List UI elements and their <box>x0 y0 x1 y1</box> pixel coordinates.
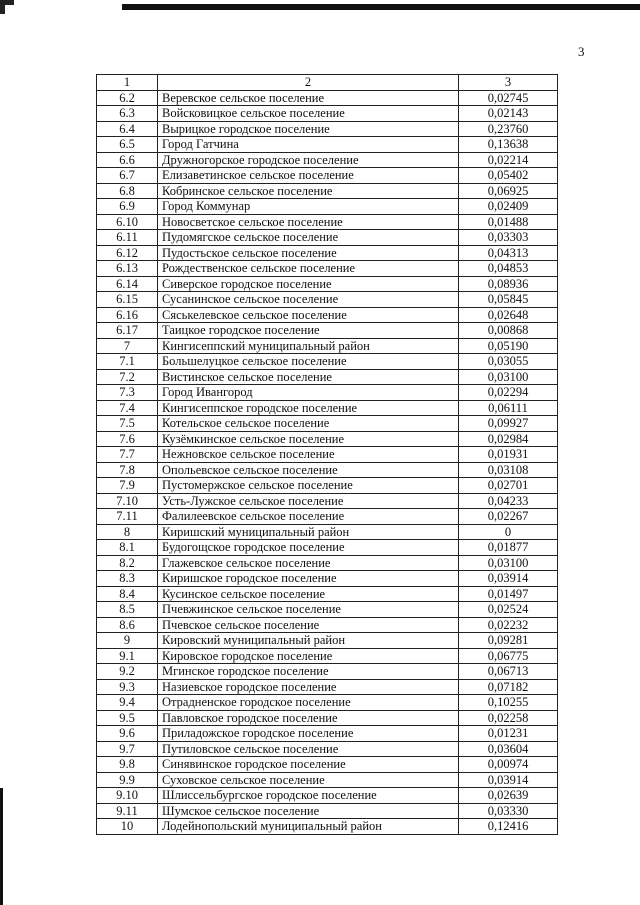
row-value: 0,02745 <box>459 90 558 106</box>
row-name: Киришский муниципальный район <box>158 524 459 540</box>
table-row <box>97 509 558 525</box>
row-name: Котельское сельское поселение <box>158 416 459 432</box>
row-name: Павловское городское поселение <box>158 710 459 726</box>
table-row <box>97 416 558 432</box>
table-row <box>97 152 558 168</box>
table-row <box>97 369 558 385</box>
row-number: 9 <box>97 633 158 649</box>
table-row <box>97 710 558 726</box>
row-name: Войсковицкое сельское поселение <box>158 106 459 122</box>
row-name: Кобринское сельское поселение <box>158 183 459 199</box>
table-row <box>97 106 558 122</box>
row-name: Усть-Лужское сельское поселение <box>158 493 459 509</box>
row-number: 6.12 <box>97 245 158 261</box>
table-row <box>97 276 558 292</box>
table-row <box>97 571 558 587</box>
row-number: 7 <box>97 338 158 354</box>
row-name: Глажевское сельское поселение <box>158 555 459 571</box>
row-value: 0,12416 <box>459 819 558 835</box>
row-number: 7.1 <box>97 354 158 370</box>
row-value: 0,02294 <box>459 385 558 401</box>
row-value: 0,09281 <box>459 633 558 649</box>
row-name: Вырицкое городское поселение <box>158 121 459 137</box>
table-row <box>97 757 558 773</box>
row-value: 0,06713 <box>459 664 558 680</box>
table-row <box>97 602 558 618</box>
table-row <box>97 323 558 339</box>
row-number: 6.13 <box>97 261 158 277</box>
row-name: Суховское сельское поселение <box>158 772 459 788</box>
row-number: 9.6 <box>97 726 158 742</box>
table-row <box>97 664 558 680</box>
row-number: 7.8 <box>97 462 158 478</box>
row-number: 6.6 <box>97 152 158 168</box>
table-row <box>97 679 558 695</box>
row-value: 0,03108 <box>459 462 558 478</box>
row-number: 7.3 <box>97 385 158 401</box>
row-name: Кингисеппское городское поселение <box>158 400 459 416</box>
column-header: 1 <box>97 75 158 91</box>
row-value: 0,02524 <box>459 602 558 618</box>
table-row <box>97 307 558 323</box>
table-row <box>97 199 558 215</box>
row-value: 0,03055 <box>459 354 558 370</box>
row-name: Путиловское сельское поселение <box>158 741 459 757</box>
row-name: Кировский муниципальный район <box>158 633 459 649</box>
row-name: Лодейнопольский муниципальный район <box>158 819 459 835</box>
table-row <box>97 230 558 246</box>
row-value: 0,02258 <box>459 710 558 726</box>
row-value: 0,05845 <box>459 292 558 308</box>
row-name: Веревское сельское поселение <box>158 90 459 106</box>
row-number: 9.10 <box>97 788 158 804</box>
scan-left-bar <box>0 788 3 905</box>
row-value: 0,23760 <box>459 121 558 137</box>
row-number: 9.5 <box>97 710 158 726</box>
row-name: Приладожское городское поселение <box>158 726 459 742</box>
row-value: 0,00974 <box>459 757 558 773</box>
row-name: Дружногорское городское поселение <box>158 152 459 168</box>
table-row <box>97 478 558 494</box>
row-value: 0,09927 <box>459 416 558 432</box>
row-number: 6.17 <box>97 323 158 339</box>
row-number: 6.14 <box>97 276 158 292</box>
row-value: 0,02143 <box>459 106 558 122</box>
row-name: Назиевское городское поселение <box>158 679 459 695</box>
row-name: Город Гатчина <box>158 137 459 153</box>
row-name: Сиверское городское поселение <box>158 276 459 292</box>
table-row <box>97 493 558 509</box>
row-number: 7.11 <box>97 509 158 525</box>
table-row <box>97 137 558 153</box>
row-name: Таицкое городское поселение <box>158 323 459 339</box>
row-number: 8.4 <box>97 586 158 602</box>
row-name: Новосветское сельское поселение <box>158 214 459 230</box>
row-value: 0,05190 <box>459 338 558 354</box>
row-value: 0,01877 <box>459 540 558 556</box>
row-number: 6.4 <box>97 121 158 137</box>
row-value: 0,03330 <box>459 803 558 819</box>
row-number: 6.8 <box>97 183 158 199</box>
row-number: 7.10 <box>97 493 158 509</box>
row-number: 9.9 <box>97 772 158 788</box>
row-name: Пудомягское сельское поселение <box>158 230 459 246</box>
row-number: 8.1 <box>97 540 158 556</box>
row-number: 9.1 <box>97 648 158 664</box>
row-number: 8.5 <box>97 602 158 618</box>
row-number: 9.2 <box>97 664 158 680</box>
table-header-row <box>97 75 558 91</box>
table-row <box>97 385 558 401</box>
table-row <box>97 633 558 649</box>
row-value: 0,08936 <box>459 276 558 292</box>
row-value: 0,01931 <box>459 447 558 463</box>
table-row <box>97 292 558 308</box>
table-body <box>97 90 558 834</box>
row-name: Фалилеевское сельское поселение <box>158 509 459 525</box>
row-name: Кузёмкинское сельское поселение <box>158 431 459 447</box>
row-value: 0,05402 <box>459 168 558 184</box>
row-value: 0,04313 <box>459 245 558 261</box>
row-name: Елизаветинское сельское поселение <box>158 168 459 184</box>
column-header: 2 <box>158 75 459 91</box>
table-row <box>97 183 558 199</box>
row-name: Сусанинское сельское поселение <box>158 292 459 308</box>
row-value: 0,03914 <box>459 571 558 587</box>
table-row <box>97 121 558 137</box>
table-row <box>97 648 558 664</box>
table-row <box>97 726 558 742</box>
row-value: 0,03604 <box>459 741 558 757</box>
table-row <box>97 741 558 757</box>
row-value: 0,07182 <box>459 679 558 695</box>
row-number: 6.3 <box>97 106 158 122</box>
table-row <box>97 772 558 788</box>
row-number: 6.2 <box>97 90 158 106</box>
row-value: 0,03100 <box>459 555 558 571</box>
table-row <box>97 90 558 106</box>
allocation-table <box>96 74 558 835</box>
table-row <box>97 338 558 354</box>
row-number: 9.7 <box>97 741 158 757</box>
row-number: 6.16 <box>97 307 158 323</box>
row-value: 0,02214 <box>459 152 558 168</box>
row-name: Мгинское городское поселение <box>158 664 459 680</box>
column-header: 3 <box>459 75 558 91</box>
table-row <box>97 462 558 478</box>
table-row <box>97 431 558 447</box>
table-row <box>97 617 558 633</box>
row-name: Синявинское городское поселение <box>158 757 459 773</box>
row-number: 6.5 <box>97 137 158 153</box>
row-name: Город Коммунар <box>158 199 459 215</box>
row-number: 7.5 <box>97 416 158 432</box>
row-name: Город Ивангород <box>158 385 459 401</box>
row-number: 8 <box>97 524 158 540</box>
row-value: 0,02648 <box>459 307 558 323</box>
row-name: Будогощское городское поселение <box>158 540 459 556</box>
table-row <box>97 524 558 540</box>
table-row <box>97 803 558 819</box>
row-name: Отрадненское городское поселение <box>158 695 459 711</box>
row-value: 0,04853 <box>459 261 558 277</box>
scan-top-bar <box>122 4 640 10</box>
row-number: 8.2 <box>97 555 158 571</box>
row-name: Нежновское сельское поселение <box>158 447 459 463</box>
row-name: Киришское городское поселение <box>158 571 459 587</box>
row-value: 0,02267 <box>459 509 558 525</box>
row-value: 0,13638 <box>459 137 558 153</box>
row-value: 0,02639 <box>459 788 558 804</box>
row-number: 6.7 <box>97 168 158 184</box>
table-row <box>97 555 558 571</box>
row-name: Кировское городское поселение <box>158 648 459 664</box>
table-row <box>97 695 558 711</box>
row-number: 7.6 <box>97 431 158 447</box>
row-number: 9.11 <box>97 803 158 819</box>
row-number: 9.3 <box>97 679 158 695</box>
row-name: Пчевское сельское поселение <box>158 617 459 633</box>
row-value: 0,01231 <box>459 726 558 742</box>
table-row <box>97 540 558 556</box>
row-number: 7.4 <box>97 400 158 416</box>
table-row <box>97 214 558 230</box>
table-row <box>97 447 558 463</box>
row-number: 6.11 <box>97 230 158 246</box>
row-value: 0,02409 <box>459 199 558 215</box>
row-value: 0,01488 <box>459 214 558 230</box>
row-number: 6.15 <box>97 292 158 308</box>
row-value: 0,06111 <box>459 400 558 416</box>
page-number: 3 <box>578 44 585 59</box>
row-value: 0,03914 <box>459 772 558 788</box>
row-number: 9.4 <box>97 695 158 711</box>
row-value: 0,02984 <box>459 431 558 447</box>
row-number: 6.9 <box>97 199 158 215</box>
row-name: Вистинское сельское поселение <box>158 369 459 385</box>
row-value: 0,01497 <box>459 586 558 602</box>
row-value: 0,03303 <box>459 230 558 246</box>
table-row <box>97 354 558 370</box>
row-name: Шумское сельское поселение <box>158 803 459 819</box>
table-row <box>97 400 558 416</box>
row-value: 0,02232 <box>459 617 558 633</box>
row-number: 7.7 <box>97 447 158 463</box>
scan-edge-mark <box>0 5 5 14</box>
row-value: 0,00868 <box>459 323 558 339</box>
row-name: Рождественское сельское поселение <box>158 261 459 277</box>
row-value: 0,06925 <box>459 183 558 199</box>
table-row <box>97 788 558 804</box>
row-number: 8.3 <box>97 571 158 587</box>
row-value: 0,03100 <box>459 369 558 385</box>
table-row <box>97 168 558 184</box>
row-name: Опольевское сельское поселение <box>158 462 459 478</box>
row-value: 0,06775 <box>459 648 558 664</box>
row-name: Большелуцкое сельское поселение <box>158 354 459 370</box>
table-row <box>97 586 558 602</box>
row-name: Пустомержское сельское поселение <box>158 478 459 494</box>
row-name: Сяськелевское сельское поселение <box>158 307 459 323</box>
row-value: 0,02701 <box>459 478 558 494</box>
row-name: Шлиссельбургское городское поселение <box>158 788 459 804</box>
row-number: 7.9 <box>97 478 158 494</box>
table-row <box>97 245 558 261</box>
row-value: 0 <box>459 524 558 540</box>
table-row <box>97 819 558 835</box>
row-value: 0,10255 <box>459 695 558 711</box>
row-number: 7.2 <box>97 369 158 385</box>
row-name: Пудостьское сельское поселение <box>158 245 459 261</box>
row-name: Кингисеппский муниципальный район <box>158 338 459 354</box>
row-number: 8.6 <box>97 617 158 633</box>
row-number: 6.10 <box>97 214 158 230</box>
row-number: 10 <box>97 819 158 835</box>
row-number: 9.8 <box>97 757 158 773</box>
table-row <box>97 261 558 277</box>
row-name: Кусинское сельское поселение <box>158 586 459 602</box>
row-name: Пчевжинское сельское поселение <box>158 602 459 618</box>
row-value: 0,04233 <box>459 493 558 509</box>
